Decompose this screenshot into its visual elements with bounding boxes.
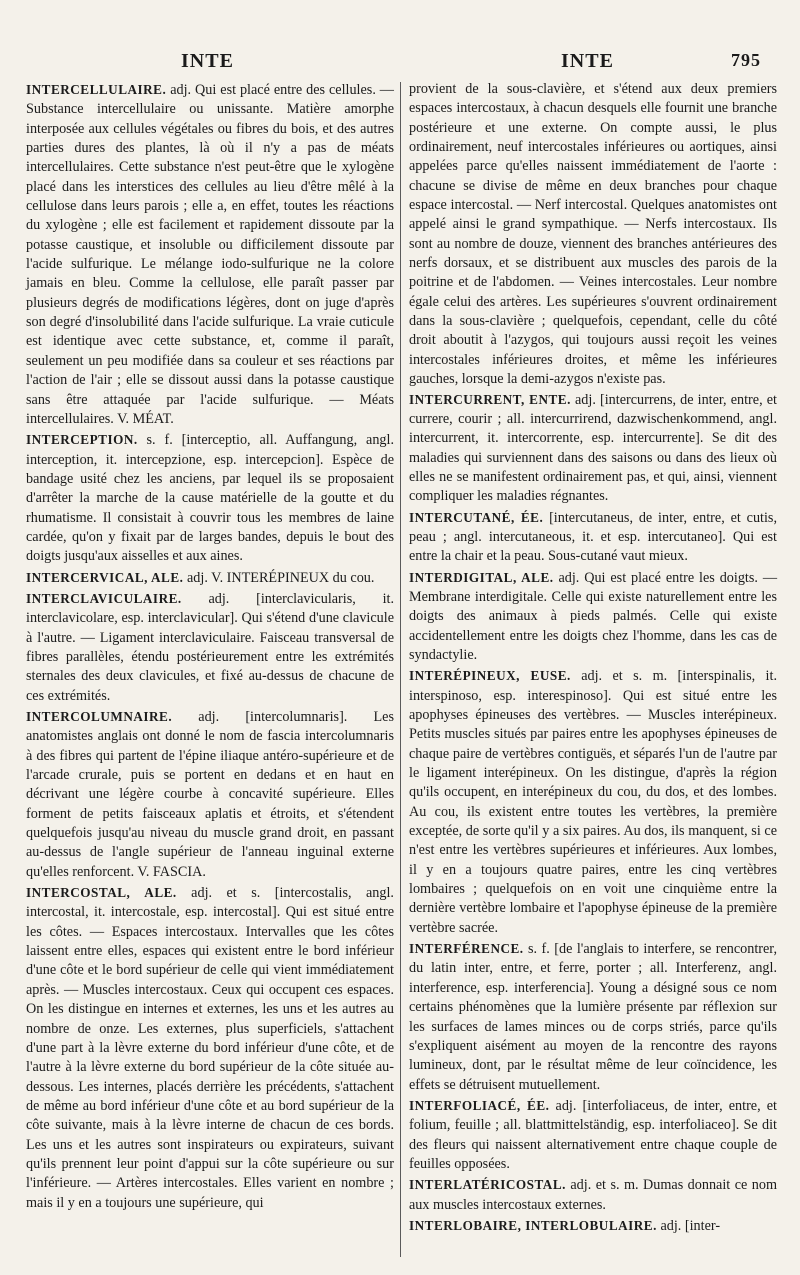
headword: INTERDIGITAL, ALE. xyxy=(409,569,554,585)
entry-intercellulaire xyxy=(26,80,394,429)
definition: adj. [intercurrens, de inter, entre, et currere, courir ; all. intercurrirend, dazwischenkommend, angl. intercurrent, it. intercorrente, esp. intercurrente]. Se dit des maladies qui surviennent dans des saisons ou dans des lieux où elles ne se manifestent ordinairement pas, et qui, ainsi, viennent compliquer les maladies régnantes. xyxy=(409,391,777,505)
entry-interlatericostal xyxy=(409,1175,777,1215)
entry-interception xyxy=(26,430,394,566)
headword: INTERCELLULAIRE. xyxy=(26,82,167,97)
headword: INTERÉPINEUX, EUSE. xyxy=(409,668,571,684)
entry-intercostal xyxy=(26,883,394,1213)
intercostal-continuation: provient de la sous-clavière, et s'étend aux deux premiers espaces intercostaux, à chacun desquels elle fournit une branche postérieure et une externe. On compte aussi, le plus ordinairement, neuf intercostales inférieures ou aortiques, ainsi appelées parce qu'elles naissent immédiatement de l'aorte : chacune se divise de même en deux branches pour chaque espace intercostal. — Nerf intercostal. Quelques anatomistes ont appelé ainsi le grand sympathique. — Nerfs intercostaux. Ils sont au nombre de douze, viennent des branches antérieures des nerfs dorsaux, et se distribuent aux muscles des parois de la poitrine et de l'abdomen. — Veines intercostales. Leur nombre égale celui des artères. Les supérieures s'ouvrent ordinairement dans la sous-clavière ; quelquefois, cependant, celle du côté droit aboutit à l'azygos, qui toujours aussi reçoit les veines intercostales inférieures droites, et même les inférieures gauches, lorsque la demi-azygos n'existe pas. xyxy=(409,81,777,388)
definition: adj. et s. m. [interspinalis, it. interspinoso, esp. interespinoso]. Qui est situé entre les apophyses épineuses des vertèbres. — Muscles interépineux. Petits muscles situés par paires entre les apophyses épineuses de chaque paire de vertèbres contiguës, et séparés l'un de l'autre par le ligament interépineux. On les distingue, d'après la région qu'ils occupent, en interépineux du cou, du dos, et des lombes. Au cou, ils existent entre toutes les vertèbres, la première exceptée, de sorte qu'il y a six paires. Au dos, ils manquent, si ce n'est entre les vertèbres supérieures et inférieures. Aux lombes, il y en a toujours quatre paires, entre les cinq vertèbres lombaires ; quelquefois on en voit une cinquième entre la dernière vertèbre lombaire et l'apophyse épineuse de la première vertèbre sacrée. xyxy=(409,668,777,936)
headword: INTERCLAVICULAIRE. xyxy=(26,590,182,606)
headword: INTERFÉRENCE. xyxy=(409,941,524,957)
left-column xyxy=(26,80,394,1213)
definition: adj. [interclavicularis, it. interclavicolare, esp. interclavicular]. Qui s'étend d'une clavicule à l'autre. — Ligament interclaviculaire. Faisceau transversal de fibres parallèles, étendu postérieurement entre les extrémités sternales des deux clavicules, et fixé au-dessus de chacune de ces extrémités. xyxy=(26,590,394,704)
definition: adj. Qui est placé entre des cellules. — Substance intercellulaire ou unissante. Matière amorphe interposée aux cellules végétales ou fibres du bois, et des autres parties dures des plantes, là où il n'y a pas de méats intercellulaires. Cette substance n'est peut-être que le xylogène placé dans les interstices des cellules au lieu d'être mêlé à la cellulose dans leurs parois ; elle a, en effet, toutes les réactions du xylogène ; elle est facilement et rapidement dissoute par la potasse caustique, et insoluble ou difficilement dissoute par l'acide sulfurique. Le mélange iodo-sulfurique ne la colore jamais en bleu. Comme la cellulose, elle paraît passer par plusieurs degrés de modifications légères, dont on juge d'après son degré d'insolubilité dans l'acide sulfurique. La vraie cuticule est identique avec cette substance, et, comme il paraît, seulement un peu modifiée dans sa couleur et ses réactions par l'action de l'air ; elle se dissout aussi dans la potasse caustique sans être attaquée par l'acide sulfurique. — Méats intercellulaires. V. MÉAT. xyxy=(26,82,394,427)
headword: INTERCUTANÉ, ÉE. xyxy=(409,509,544,525)
entry-interference xyxy=(409,939,777,1095)
headword: INTERCEPTION. xyxy=(26,432,138,448)
headword: INTERCERVICAL, ALE. xyxy=(26,569,184,585)
definition: adj. et s. [intercostalis, angl. intercostal, it. intercostale, esp. intercostal]. Qui est situé entre les côtes. — Espaces intercostaux. Intervalles que les côtes laissent entre elles, espaces qui existent entre le bord inférieur d'une côte et le bord supérieur de celle qui vient immédiatement après. — Muscles intercostaux. Ceux qui occupent ces espaces. On les distingue en internes et externes, les uns et les autres au nombre de onze. Les externes, plus superficiels, s'attachent d'une part à la lèvre externe du bord inférieur d'une côte, et de l'autre à la lèvre externe du bord supérieur de la côte située au-dessous. Les internes, placés derrière les précédents, s'attachent de même au bord inférieur d'une côte et au bord supérieur de la côte suivante, mais à la lèvre interne de chacun de ces bords. Les uns et les autres sont inspirateurs ou expirateurs, suivant qu'ils prennent leur point d'appui sur la côte supérieure ou sur l'inférieure. — Artères intercostales. Elles varient en nombre ; mais il y en a toujours une supérieure, qui xyxy=(26,885,394,1211)
entry-intercervical xyxy=(26,568,394,588)
definition: adj. et s. m. Dumas donnait ce nom aux muscles intercostaux externes. xyxy=(409,1177,777,1213)
definition: adj. [intercolumnaris]. Les anatomistes anglais ont donné le nom de fascia intercolumnaris à des fibres qui partent de l'épine iliaque antéro-supérieure et de l'arcade crurale, puis se portent en dedans et en haut en décrivant une légère courbe à concavité supérieure. Elles forment de petits faisceaux aplatis et étroits, et s'étendent quelquefois jusqu'au niveau du muscle grand droit, en passant au-dessus de l'angle supérieur de l'anneau inguinal externe qu'elles renforcent. V. FASCIA. xyxy=(26,709,394,880)
entry-interepineux xyxy=(409,666,777,938)
definition: adj. [inter- xyxy=(656,1217,721,1234)
headword: INTERCURRENT, ENTE. xyxy=(409,391,571,407)
entry-intercolumnaire xyxy=(26,707,394,882)
entry-interdigital xyxy=(409,568,777,666)
headword: INTERLATÉRICOSTAL. xyxy=(409,1177,566,1193)
entry-interfoliace xyxy=(409,1096,777,1174)
entry-interclaviculaire xyxy=(26,589,394,706)
headword: INTERCOLUMNAIRE. xyxy=(26,709,173,724)
entry-interlobaire xyxy=(409,1216,777,1236)
headword: INTERCOSTAL, ALE. xyxy=(26,885,177,901)
definition: s. f. [interceptio, all. Auffangung, angl. interception, it. intercepzione, esp. intercepcion]. Espèce de bandage usité chez les anciens, par lequel ils se proposaient d'arrêter la marche de la cause matérielle de la goutte et du rhumatisme. Il consistait à couvrir tous les membres de laine cardée, qu'on y fixait par de larges bandes, depuis le bout des doigts jusqu'aux aisselles et aux aines. xyxy=(26,432,394,565)
left-running-head: INTE xyxy=(181,50,234,72)
definition: s. f. [de l'anglais to interfere, se rencontrer, du latin inter, entre, et ferre, porter ; all. Interferenz, angl. interference, esp. interferencia]. Young a désigné sous ce nom certains phénomènes que la lumière présente par réflexion sur les surfaces de lames minces ou de corps striés, parce qu'ils s'expliquent aisément au moyen de la rencontre des rayons lumineux, dont, par le résultat même de leur coïncidence, les effets se détruisent mutuellement. xyxy=(409,941,777,1093)
headword: INTERLOBAIRE, INTERLOBULAIRE. xyxy=(409,1217,657,1233)
entry-intercutane xyxy=(409,508,777,567)
page-number: 795 xyxy=(731,50,761,70)
entry-intercurrent xyxy=(409,390,777,507)
column-divider xyxy=(400,82,401,1257)
right-column xyxy=(409,80,777,1236)
right-running-head: INTE xyxy=(561,50,614,72)
running-header xyxy=(0,50,800,80)
definition: [intercutaneus, de inter, entre, et cutis, peau ; angl. intercutaneous, it. et esp. intercutaneo]. Qui est entre la chair et la peau. Sous-cutané vaut mieux. xyxy=(409,509,777,565)
definition: adj. [interfoliaceus, de inter, entre, et folium, feuille ; all. blattmittelständig, esp. interfoliaceo]. Se dit des fleurs qui naissent alternativement entre chaque couple de feuilles opposées. xyxy=(409,1097,777,1172)
definition: adj. V. INTERÉPINEUX du cou. xyxy=(183,569,375,586)
definition: adj. Qui est placé entre les doigts. — Membrane interdigitale. Celle qui existe naturellement entre les doigts des animaux à pieds palmés. Celle qui existe accidentellement entre les doigts chez l'homme, dans les cas de syndactylie. xyxy=(409,569,778,663)
headword: INTERFOLIACÉ, ÉE. xyxy=(409,1097,550,1113)
